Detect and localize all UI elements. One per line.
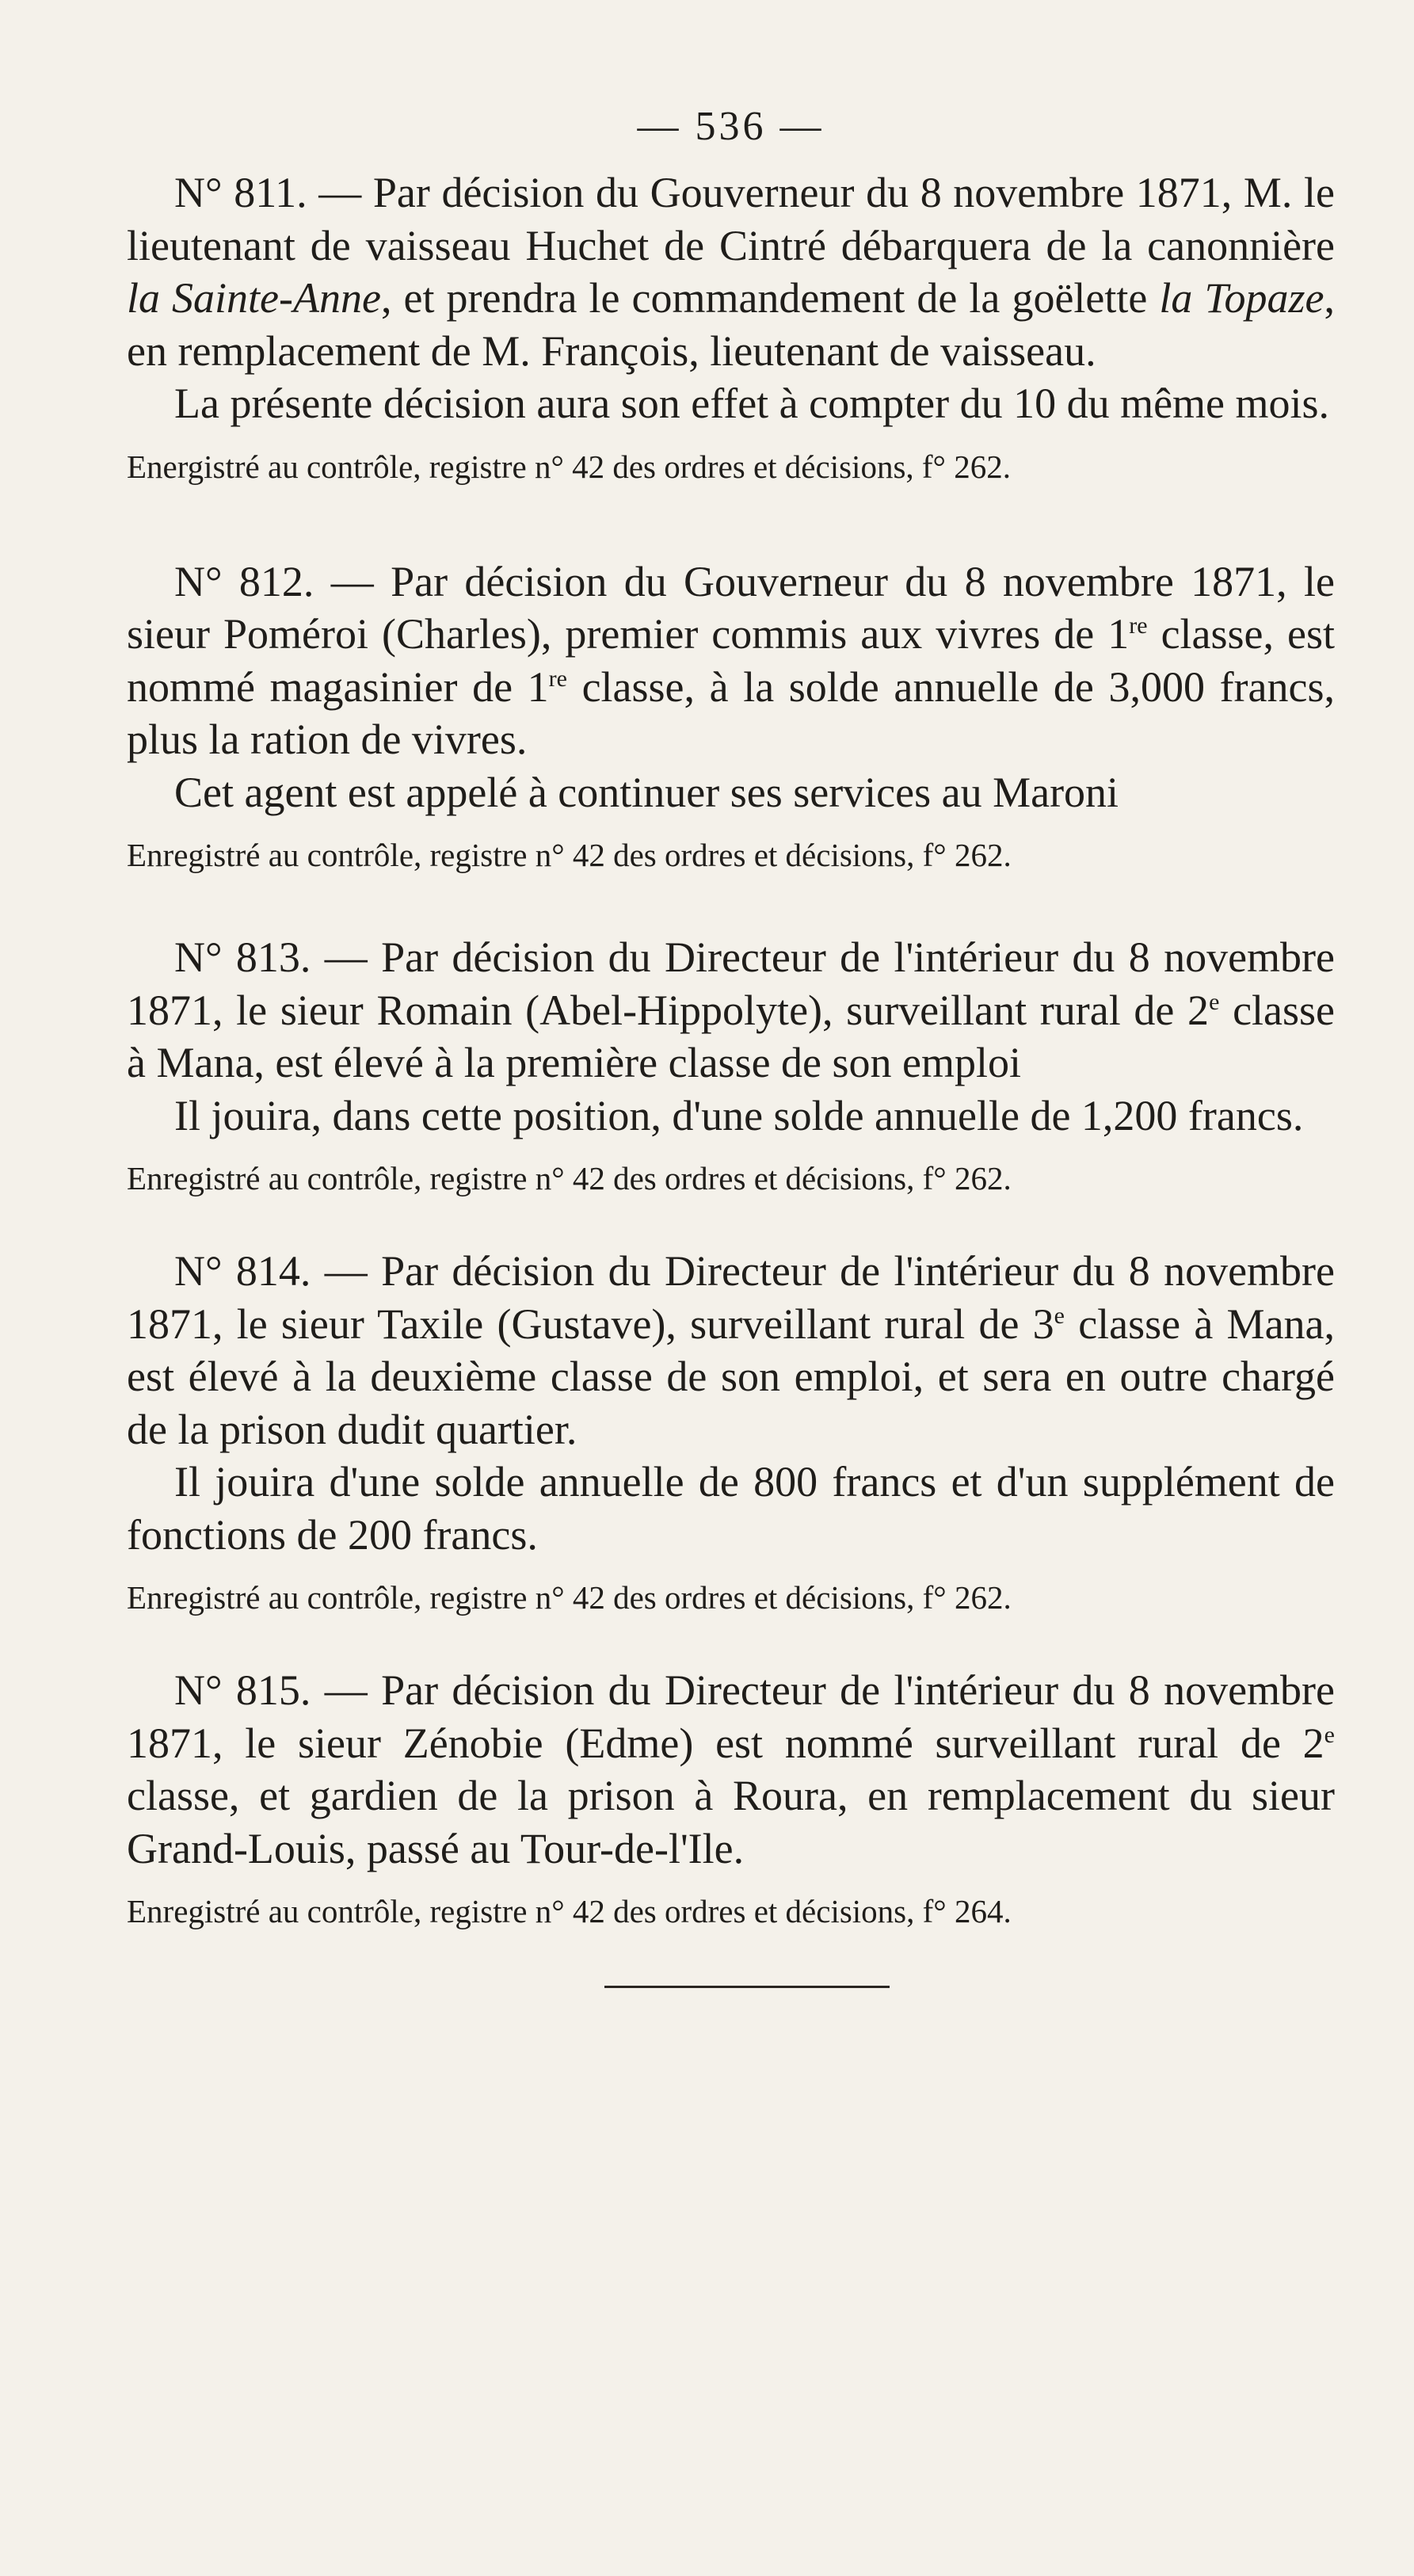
section-spacer [127, 1616, 1335, 1664]
section-spacer [127, 1197, 1335, 1245]
entry-811-paragraph-2: La présente décision aura son effet à compter du 10 du même mois. [174, 380, 1330, 427]
entry-813-paragraph-2: Il jouira, dans cette position, d'une solde annuelle de 1,200 francs. [174, 1091, 1304, 1139]
entry-813-sup-1: e [1209, 988, 1220, 1015]
entry-811-text-a: N° 811. — Par décision du Gouverneur du 8 novembre 1871, M. le lieutenant de vaisseau Huchet de Cintré débarquera de la canonnière [127, 169, 1335, 269]
page-number: — 536 — [637, 104, 825, 149]
entry-812-text-b: classe, est nommé magasinier de 1 [127, 610, 1335, 711]
entry-813-text-b: classe à Mana, est élevé à la première classe de son emploi [127, 986, 1335, 1086]
decision-entry-813 [127, 931, 1335, 1197]
entry-812-text-c: classe, à la solde annuelle de 3,000 francs, plus la ration de vivres. [127, 662, 1335, 763]
entry-812-sup-1: re [1129, 613, 1148, 639]
entry-815-text-a: N° 815. — Par décision du Directeur de l'intérieur du 8 novembre 1871, le sieur Zénobie (Edme) est nommé surveillant rural de 2 [127, 1666, 1335, 1767]
entry-811-registration-note: Energistré au contrôle, registre n° 42 des ordres et décisions, f° 262. [127, 448, 1011, 485]
entry-814-sup-1: e [1054, 1302, 1065, 1329]
entry-811-text-c: , en remplacement de M. François, lieutenant de vaisseau. [127, 274, 1336, 375]
closing-rule [604, 1986, 890, 1988]
decision-entry-815 [127, 1664, 1335, 1930]
entry-811-text-b: , et prendra le commandement de la goëlette [380, 274, 1160, 322]
entry-812-registration-note: Enregistré au contrôle, registre n° 42 des ordres et décisions, f° 262. [127, 837, 1012, 873]
decision-entry-811 [127, 166, 1335, 486]
entry-815-text-b: classe, et gardien de la prison à Roura, en remplacement du sieur Grand-Louis, passé au Tour-de-l'Ile. [127, 1772, 1335, 1872]
entry-814-paragraph-2: Il jouira d'une solde annuelle de 800 francs et d'un supplément de fonctions de 200 francs. [127, 1458, 1335, 1559]
section-spacer [127, 874, 1335, 931]
decision-entry-812 [127, 555, 1335, 875]
entry-814-text-a: N° 814. — Par décision du Directeur de l'intérieur du 8 novembre 1871, le sieur Taxile (Gustave), surveillant rural de 3 [127, 1247, 1335, 1348]
entry-814-registration-note: Enregistré au contrôle, registre n° 42 des ordres et décisions, f° 262. [127, 1579, 1012, 1616]
decision-entry-814 [127, 1245, 1335, 1616]
section-spacer [127, 486, 1335, 555]
document-page [127, 103, 1335, 1988]
entry-812-text-a: N° 812. — Par décision du Gouverneur du 8 novembre 1871, le sieur Poméroi (Charles), premier commis aux vivres de 1 [127, 557, 1335, 658]
entry-811-paragraph-1 [127, 166, 1335, 377]
entry-815-sup-1: e [1324, 1721, 1335, 1748]
entry-815-paragraph-1 [127, 1664, 1335, 1875]
entry-813-paragraph-1 [127, 931, 1335, 1090]
entry-811-ship-2: la Topaze [1159, 274, 1324, 322]
entry-813-text-a: N° 813. — Par décision du Directeur de l'intérieur du 8 novembre 1871, le sieur Romain (Abel-Hippolyte), surveillant rural de 2 [127, 933, 1335, 1034]
entry-812-paragraph-1 [127, 555, 1335, 766]
entry-814-text-b: classe à Mana, est élevé à la deuxième classe de son emploi, et sera en outre chargé de la prison dudit quartier. [127, 1299, 1335, 1453]
entry-811-ship-1: la Sainte-Anne [127, 274, 381, 322]
entry-812-sup-2: re [548, 665, 567, 692]
entry-814-paragraph-1 [127, 1245, 1335, 1456]
entry-813-registration-note: Enregistré au contrôle, registre n° 42 des ordres et décisions, f° 262. [127, 1160, 1012, 1196]
entry-815-registration-note: Enregistré au contrôle, registre n° 42 des ordres et décisions, f° 264. [127, 1893, 1012, 1929]
entry-812-paragraph-2: Cet agent est appelé à continuer ses services au Maroni [174, 768, 1119, 816]
